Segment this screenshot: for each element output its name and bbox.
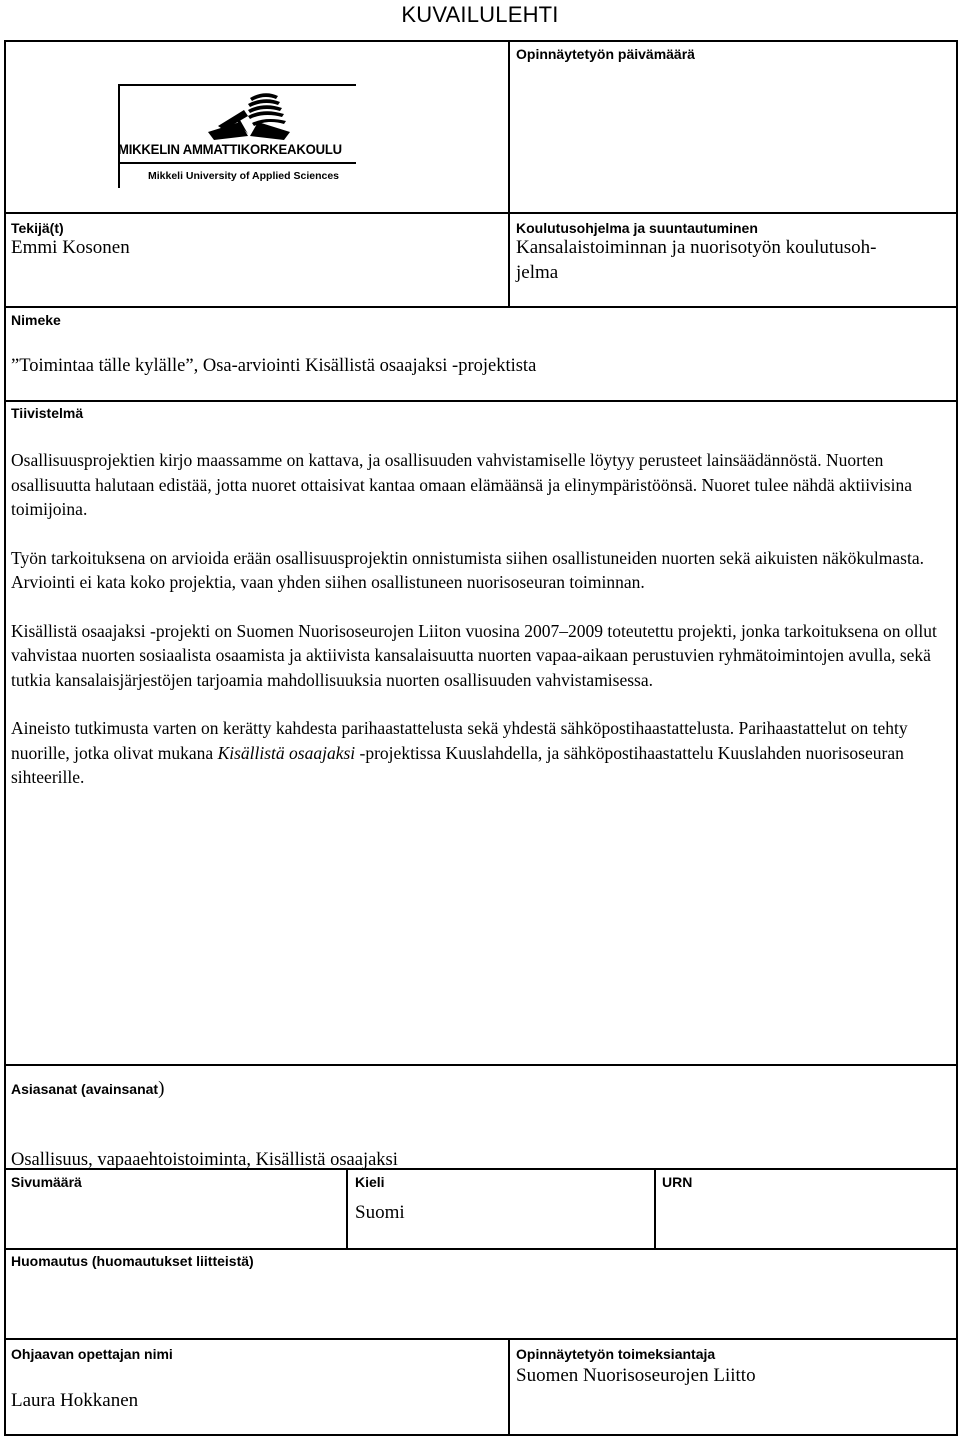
divider-header — [4, 212, 958, 214]
form-border-right — [956, 40, 958, 1436]
divider-v-header — [508, 40, 510, 308]
title-label: Nimeke — [11, 312, 61, 328]
book-emblem-icon — [204, 88, 294, 142]
language-value: Suomi — [355, 1202, 405, 1223]
urn-label: URN — [662, 1174, 693, 1190]
keywords-value: Osallisuus, vapaaehtoistoiminta, Kisällistä osaajaksi — [11, 1150, 398, 1170]
programme-value-line2: jelma — [516, 262, 559, 283]
divider-title — [4, 400, 958, 402]
logo-subtitle: Mikkeli University of Applied Sciences — [148, 170, 340, 182]
abstract-p4-part1: Aineisto tutkimusta varten on kerätty kahdesta parihaastattelusta sekä yhdestä sähköpostihaastattelusta. Parihaastattelut on tehty nuorille, jotka olivat mukana — [11, 718, 908, 763]
divider-v-pages-2 — [654, 1168, 656, 1250]
divider-pages — [4, 1248, 958, 1250]
divider-v-pages-1 — [346, 1168, 348, 1250]
form-border-top — [4, 40, 958, 42]
supervisor-value: Laura Hokkanen — [11, 1390, 139, 1411]
commissioner-label: Opinnäytetyön toimeksiantaja — [516, 1346, 716, 1362]
keywords-label: Asiasanat (avainsanat — [11, 1081, 159, 1097]
language-label: Kieli — [355, 1174, 385, 1190]
abstract-label: Tiivistelmä — [11, 405, 84, 421]
divider-notes — [4, 1338, 958, 1340]
date-label: Opinnäytetyön päivämäärä — [516, 46, 695, 62]
author-label: Tekijä(t) — [11, 220, 64, 236]
pages-label: Sivumäärä — [11, 1174, 82, 1190]
form-border-bottom — [4, 1434, 958, 1436]
keywords-paren: ) — [158, 1078, 165, 1099]
form-border-left — [4, 40, 6, 1436]
abstract-paragraph-4 — [11, 716, 943, 790]
programme-label: Koulutusohjelma ja suuntautuminen — [516, 220, 758, 236]
divider-author — [4, 306, 958, 308]
project-name-italic: Kisällistä osaajaksi — [217, 742, 356, 763]
abstract-paragraph-2: Työn tarkoituksena on arvioida erään osallisuusprojektin onnistumista siihen osallistuneiden nuorten sekä aikuisten näkökulmasta. Arviointi ei kata koko projektia, vaan yhden siihen osallistuneen nuorisoseuran toiminnan. — [11, 547, 924, 592]
divider-abstract — [4, 1064, 958, 1066]
abstract-paragraph-3: Kisällistä osaajaksi -projekti on Suomen Nuorisoseurojen Liiton vuosina 2007–2009 toteutettu projekti, jonka tarkoituksena on ollut vahvistaa nuorten sosiaalista osaamista ja aktiivista kansalaisuutta nuorten vapaa-aikaan perustuvien ryhmätoimintojen avulla, sekä tutkia kansalaisjärjestöjen tarjoamia mahdollisuuksia nuorten osallisuuden vahvistamisessa. — [11, 620, 937, 690]
notes-label: Huomautus (huomautukset liitteistä) — [11, 1253, 254, 1269]
programme-value-line1: Kansalaistoiminnan ja nuorisotyön koulutusoh- — [516, 237, 877, 258]
abstract-p4-part2: -projektissa Kuuslahdella, ja sähköpostihaastattelu Kuuslahden nuorisoseuran sihteerille. — [11, 742, 904, 787]
school-logo — [118, 84, 358, 190]
supervisor-label: Ohjaavan opettajan nimi — [11, 1346, 173, 1362]
logo-name: MIKKELIN AMMATTIKORKEAKOULU — [118, 142, 342, 157]
commissioner-value: Suomen Nuorisoseurojen Liitto — [516, 1365, 756, 1386]
abstract-paragraph-1: Osallisuusprojektien kirjo maassamme on kattava, ja osallisuuden vahvistamiselle löytyy perusteet lainsäädännöstä. Nuorten osallisuutta halutaan edistää, jotta nuoret ottaisivat kantaa omaan elämäänsä ja elinympäristöönsä. Nuoret tulee nähdä aktiivisina toimijoina. — [11, 450, 912, 519]
title-value: ”Toimintaa tälle kylälle”, Osa-arviointi Kisällistä osaajaksi -projektista — [11, 356, 537, 376]
divider-v-bottom — [508, 1338, 510, 1436]
abstract-body — [11, 448, 943, 814]
keywords-label-row — [11, 1078, 164, 1100]
document-title: KUVAILULEHTI — [401, 2, 559, 27]
author-value: Emmi Kosonen — [11, 237, 130, 258]
